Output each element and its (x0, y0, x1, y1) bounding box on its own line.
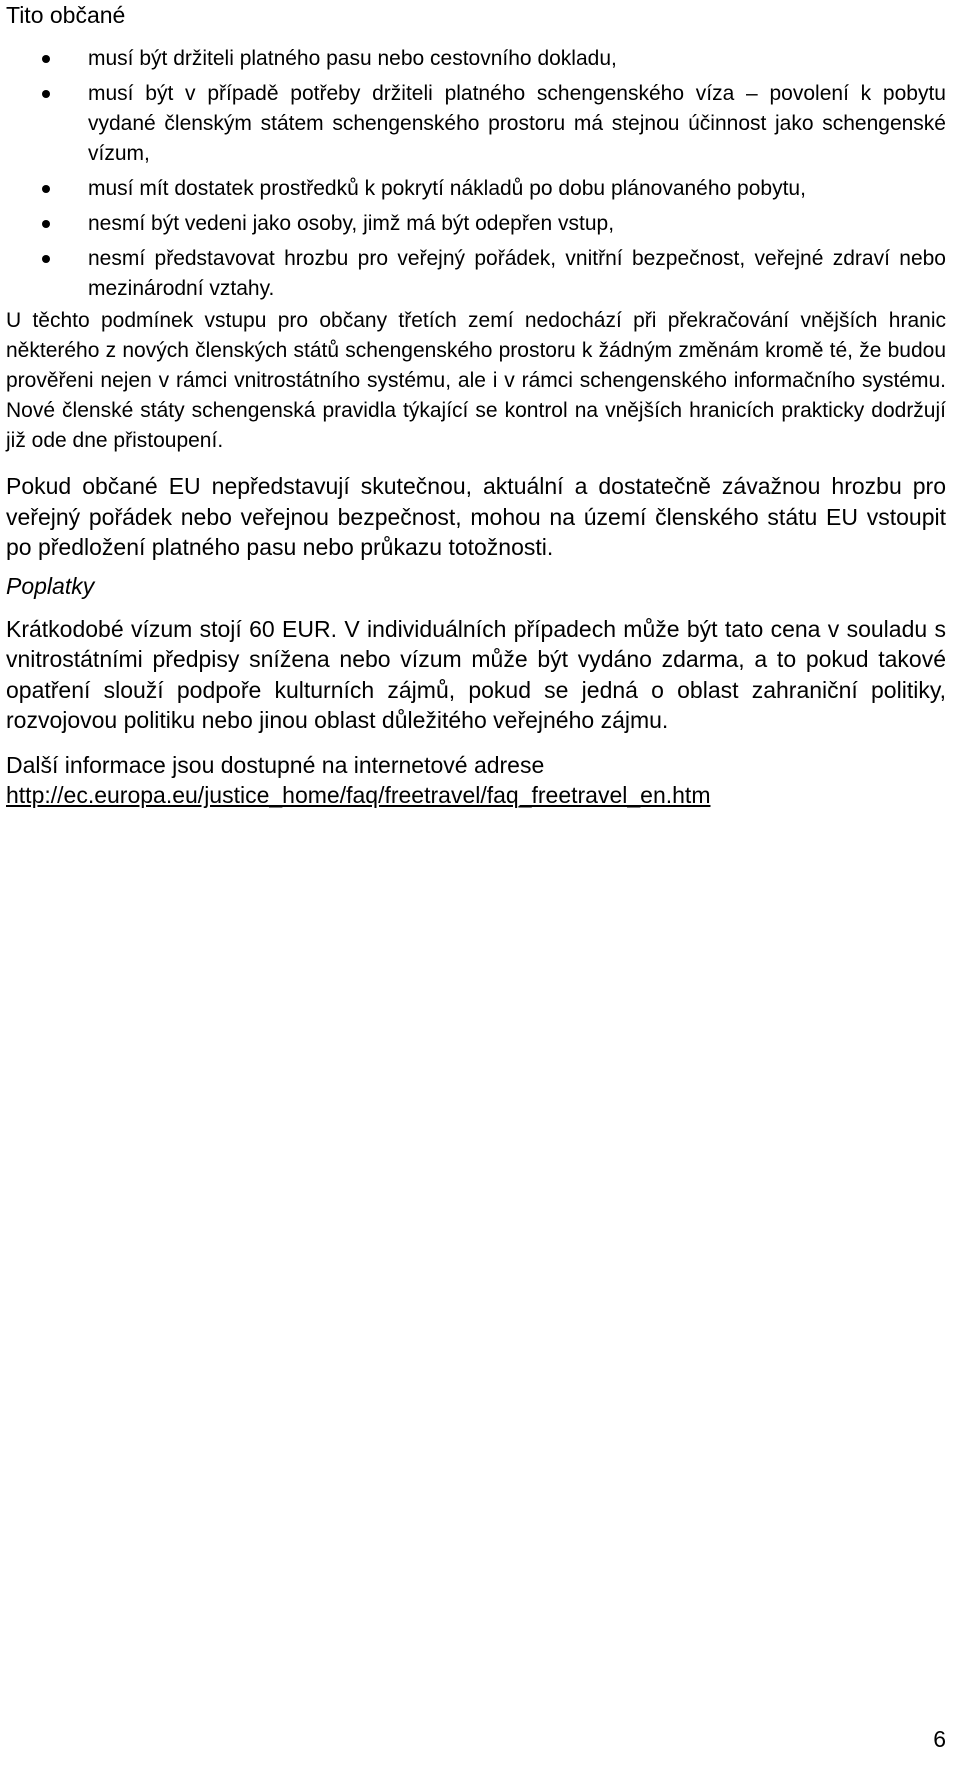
list-item (6, 209, 954, 239)
page-number: 6 (933, 1726, 946, 1752)
faq-link[interactable]: http://ec.europa.eu/justice_home/faq/freetravel/faq_freetravel_en.htm (6, 782, 711, 808)
list-item (6, 174, 954, 204)
more-info-text: Další informace jsou dostupné na internetové adrese (6, 751, 545, 778)
intro-text: Tito občané (6, 2, 126, 28)
bullet-icon (42, 220, 50, 228)
list-item-text: nesmí být vedeni jako osoby, jimž má být odepřen vstup, (88, 212, 615, 235)
bullet-icon (42, 185, 50, 193)
list-item (6, 79, 954, 169)
list-item-text: musí být držiteli platného pasu nebo cestovního dokladu, (88, 47, 617, 70)
eu-citizens-paragraph: Pokud občané EU nepředstavují skutečnou, aktuální a dostatečně závažnou hrozbu pro veřejný pořádek nebo veřejnou bezpečnost, mohou na území členského státu EU vstoupit po předložení platného pasu nebo průkazu totožnosti. (6, 473, 946, 560)
conditions-list (6, 44, 954, 304)
list-item-text: nesmí představovat hrozbu pro veřejný pořádek, vnitřní bezpečnost, veřejné zdraví nebo mezinárodní vztahy. (88, 247, 946, 300)
list-item (6, 44, 954, 74)
bullet-icon (42, 255, 50, 263)
bullet-icon (42, 90, 50, 98)
third-country-paragraph: U těchto podmínek vstupu pro občany třetích zemí nedochází při překračování vnějších hranic některého z nových členských států schengenského prostoru k žádným změnám kromě té, že budou prověřeni nejen v rámci vnitrostátního systému, ale i v rámci schengenského informačního systému. Nové členské státy schengenská pravidla týkající se kontrol na vnějších hranicích prakticky dodržují již ode dne přistoupení. (6, 309, 946, 452)
list-item-text: musí mít dostatek prostředků k pokrytí nákladů po dobu plánovaného pobytu, (88, 177, 806, 200)
list-item (6, 244, 954, 304)
bullet-icon (42, 55, 50, 63)
more-info-paragraph (6, 750, 954, 811)
fees-paragraph: Krátkodobé vízum stojí 60 EUR. V individuálních případech může být tato cena v souladu s vnitrostátními předpisy snížena nebo vízum může být vydáno zdarma, a to pokud takové opatření slouží podpoře kulturních zájmů, pokud se jedná o oblast zahraniční politiky, rozvojovou politiku nebo jinou oblast důležitého veřejného zájmu. (6, 615, 946, 733)
list-item-text: musí být v případě potřeby držiteli platného schengenského víza – povolení k pobytu vydané členským státem schengenského prostoru má stejnou účinnost jako schengenské vízum, (88, 82, 946, 165)
fees-heading: Poplatky (6, 572, 95, 599)
document-page (6, 0, 954, 811)
